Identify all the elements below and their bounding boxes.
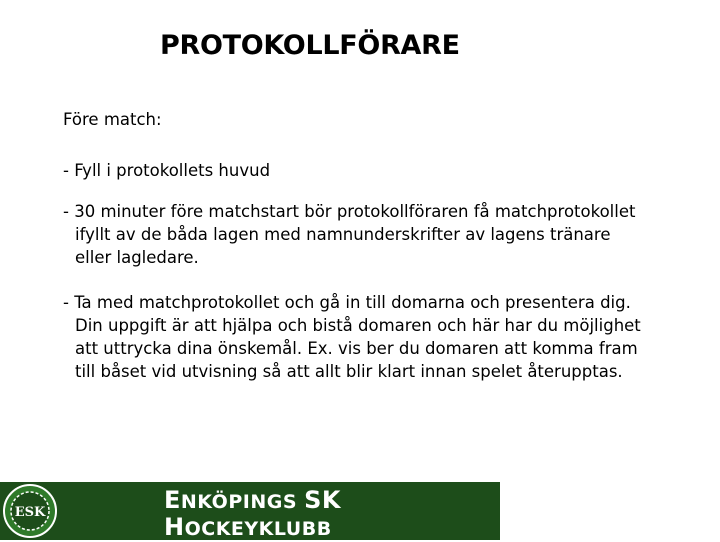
page-title: PROTOKOLLFÖRARE (160, 30, 460, 61)
list-item-line: eller lagledare. (75, 248, 199, 267)
club-name-line-1 (164, 488, 341, 515)
section-heading: Före match: (63, 110, 162, 129)
list-item-line: - Ta med matchprotokollet och gå in till domarna och presentera dig. (63, 293, 631, 312)
list-item-line: ifyllt av de båda lagen med namnunderskrifter av lagens tränare (75, 225, 611, 244)
list-item-line: - Fyll i protokollets huvud (63, 161, 271, 180)
list-item-line: Din uppgift är att hjälpa och bistå domaren och här har du möjlighet (75, 316, 641, 335)
club-suffix: SK (304, 486, 342, 514)
list-item (63, 159, 683, 182)
list-item-line: att uttrycka dina önskemål. Ex. vis ber du domaren att komma fram (75, 339, 638, 358)
club-name-part: NKÖPINGS (180, 491, 298, 513)
club-logo (2, 483, 58, 539)
club-name (164, 488, 341, 542)
list-item-line: till båset vid utvisning så att allt blir klart innan spelet återupptas. (75, 362, 623, 381)
logo-text: ESK (14, 505, 46, 520)
initial-letter: E (164, 486, 181, 514)
list-item-line: - 30 minuter före matchstart bör protokollföraren få matchprotokollet (63, 202, 636, 221)
initial-letter: H (164, 513, 185, 541)
club-name-part: OCKEYKLUBB (184, 518, 332, 540)
list-item (63, 200, 683, 269)
list-item (63, 291, 683, 383)
club-name-line-2 (164, 515, 341, 542)
document-body (63, 108, 683, 405)
